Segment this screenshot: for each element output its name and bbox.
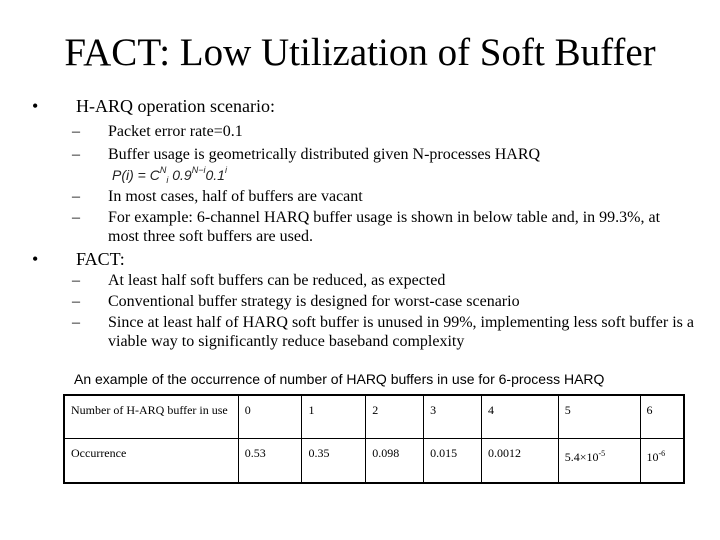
sub-bullet-text: At least half soft buffers can be reduced, as expected (108, 272, 446, 289)
table-caption: An example of the occurrence of number of HARQ buffers in use for 6-process HARQ (74, 371, 605, 387)
table-cell (558, 439, 640, 484)
table-cell (366, 439, 424, 484)
table-cell (238, 439, 302, 484)
cell-value: 0.098 (372, 446, 400, 460)
table-cell (640, 439, 684, 484)
sub-bullet-text: Packet error rate=0.1 (108, 123, 243, 140)
sub-bullet-text: In most cases, half of buffers are vacant (108, 188, 363, 205)
cell-exponent: -5 (598, 449, 606, 458)
formula-sub-i: i (166, 175, 169, 185)
sub-bullet-1-4 (72, 208, 672, 246)
sub-bullet-1-3 (72, 187, 672, 206)
cell-value: 0.35 (308, 446, 330, 460)
formula-lhs: P(i) = C (112, 167, 160, 183)
slide-title: FACT: Low Utilization of Soft Buffer (64, 31, 656, 74)
dash-marker: – (72, 188, 80, 205)
table-cell (481, 439, 558, 484)
table-cell: 3 (424, 395, 482, 439)
dash-marker: – (72, 209, 80, 226)
cell-value: 10 (646, 450, 659, 464)
table-cell: 2 (366, 395, 424, 439)
cell-value: 5.4×10 (564, 450, 599, 464)
cell-value: 0.53 (244, 446, 266, 460)
bullet-1 (32, 96, 275, 117)
formula-mid: 0.9 (168, 167, 192, 183)
sub-bullet-text: Buffer usage is geometrically distributed given N-processes HARQ (108, 146, 541, 163)
formula-end: 0.1 (205, 167, 225, 183)
cell-exponent: -6 (658, 449, 666, 458)
dash-marker: – (72, 272, 80, 289)
bullet-dot: • (32, 249, 39, 269)
table-cell: 6 (640, 395, 684, 439)
sub-bullet-text: Conventional buffer strategy is designed for worst-case scenario (108, 293, 520, 310)
sub-bullet-text: For example: 6-channel HARQ buffer usage is shown in below table and, in 99.3%, at most three soft buffers are used. (108, 209, 661, 245)
occurrence-table (63, 394, 685, 484)
table-cell: 1 (302, 395, 366, 439)
probability-formula (112, 158, 262, 185)
row-header: Number of H-ARQ buffer in use (64, 395, 238, 439)
sub-bullet-2-2 (72, 292, 702, 311)
sub-bullet-2-1 (72, 271, 702, 290)
table-cell: 4 (481, 395, 558, 439)
sub-bullet-text: Since at least half of HARQ soft buffer is unused in 99%, implementing less soft buffer is a viable way to significantly reduce baseband complexity (108, 314, 694, 350)
formula-sup-i: i (224, 165, 227, 175)
dash-marker: – (72, 123, 80, 140)
bullet-2-text: FACT: (76, 249, 125, 269)
formula-sup-n-i: N−i (191, 165, 206, 175)
table-cell (424, 439, 482, 484)
row-header: Occurrence (64, 439, 238, 484)
bullet-2 (32, 249, 125, 270)
dash-marker: – (72, 146, 80, 163)
dash-marker: – (72, 293, 80, 310)
table-cell: 5 (558, 395, 640, 439)
table-row (64, 395, 684, 439)
cell-value: 0.015 (430, 446, 458, 460)
table-cell (302, 439, 366, 484)
bullet-1-text: H-ARQ operation scenario: (76, 96, 275, 116)
table-cell: 0 (238, 395, 302, 439)
sub-bullet-2-3 (72, 313, 702, 351)
dash-marker: – (72, 314, 80, 331)
sub-bullet-1-1 (72, 122, 672, 141)
cell-value: 0.0012 (487, 446, 521, 460)
formula-sup-n: N (159, 165, 167, 175)
bullet-dot: • (32, 96, 39, 116)
table-row (64, 439, 684, 484)
